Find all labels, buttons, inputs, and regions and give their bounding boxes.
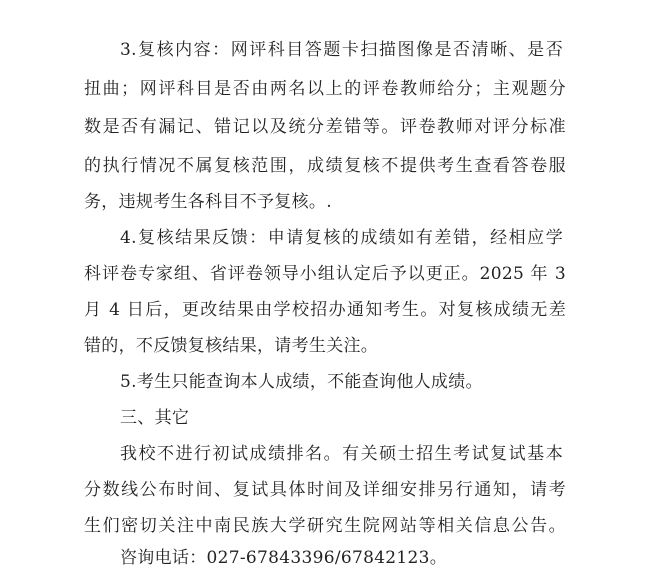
text-line: 错的，不反馈复核结果，请考生关注。 (84, 336, 379, 356)
section-title: 三、其它 (120, 408, 190, 428)
text-line: 4.复核结果反馈：申请复核的成绩如有差错，经相应学 (120, 228, 563, 248)
text-line: 扭曲；网评科目是否由两名以上的评卷教师给分；主观题分 (84, 79, 566, 99)
text-line: 3.复核内容：网评科目答题卡扫描图像是否清晰、是否 (120, 40, 563, 60)
text-line: 科评卷专家组、省评卷领导小组认定后予以更正。2025 年 3 (84, 264, 566, 284)
text-line: 务，违规考生各科目不予复核。. (84, 192, 332, 212)
contact-phone: 咨询电话：027-67843396/67842123。 (120, 548, 448, 568)
text-line: 5.考生只能查询本人成绩，不能查询他人成绩。 (120, 372, 483, 392)
text-line: 生们密切关注中南民族大学研究生院网站等相关信息公告。 (84, 516, 566, 536)
text-line: 我校不进行初试成绩排名。有关硕士招生考试复试基本 (120, 444, 563, 464)
text-line: 分数线公布时间、复试具体时间及详细安排另行通知，请考 (84, 480, 566, 500)
text-line: 月 4 日后，更改结果由学校招办通知考生。对复核成绩无差 (84, 300, 566, 320)
text-line: 数是否有漏记、错记以及统分差错等。评卷教师对评分标准 (84, 117, 566, 137)
text-line: 的执行情况不属复核范围，成绩复核不提供考生查看答卷服 (84, 156, 566, 176)
